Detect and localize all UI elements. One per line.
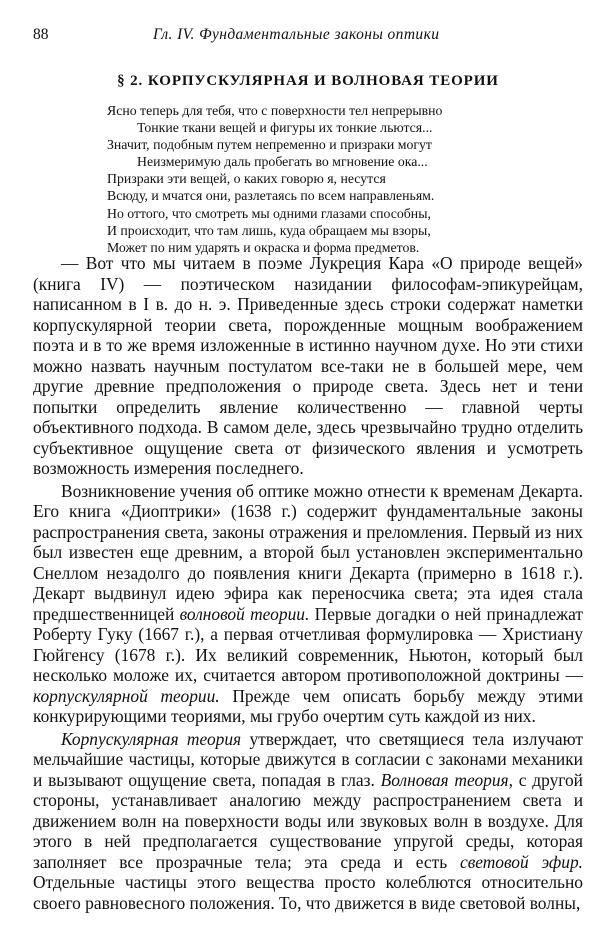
page-number: 88 — [33, 26, 49, 43]
paragraph-theories — [33, 729, 583, 914]
paragraph-text: с другой стороны, устанавливает аналогию между распространением света и движением волн на поверхности воды или звуковых волн в воздухе. Для этого в ней предполагается существование упругой среды, которая заполняет все прозрачные тела; эта среда и есть — [33, 769, 583, 872]
epigraph-line: Значит, подобным путем непременно и призраки могут — [107, 137, 432, 153]
paragraph-text: Отдельные частицы этого вещества просто колеблются относительно своего равновесного положения. То, что движется в виде световой волны, — [33, 872, 583, 913]
section-heading: § 2. КОРПУСКУЛЯРНАЯ И ВОЛНОВАЯ ТЕОРИИ — [117, 73, 499, 89]
emphasis-light-ether: световой эфир. — [459, 851, 584, 872]
running-head — [33, 26, 583, 48]
epigraph-line: Тонкие ткани вещей и фигуры их тонкие льются... — [137, 120, 433, 136]
paragraph-descartes — [33, 481, 583, 727]
emphasis-corpuscular-theory: корпускулярной теории. — [33, 685, 220, 706]
epigraph-line: Призраки эти вещей, о каких говорю я, несутся — [107, 171, 386, 187]
emphasis-wave-theory: Волновая теория, — [380, 769, 513, 790]
paragraph-text: утверждает, что светящиеся тела излучают мельчайшие частицы, которые движутся в согласии с законами механики и вызывают ощущение света, попадая в глаз. — [33, 728, 584, 790]
paragraph-lucretius — [33, 253, 583, 479]
epigraph-line: Ясно теперь для тебя, что с поверхности тел непрерывно — [107, 103, 443, 118]
emphasis-corpuscular-theory: Корпускулярная теория — [61, 728, 242, 749]
epigraph-line: Неизмеримую даль пробегать во мгновение ока... — [137, 154, 428, 170]
epigraph-line: Может по ним ударять и окраска и форма предметов. — [107, 239, 420, 255]
paragraph-text: Возникновение учения об оптике можно отнести к временам Декарта. Его книга «Диоптрики» (1638 г.) содержит фундаментальные законы распространения света, законы отражения и преломления. Первый из них был известен еще древним, а второй был установлен экспериментально Снеллом незадолго до появления книги Декарта (примерно в 1618 г.). Декарт выдвинул идею эфира как переносчика света; эта идея стала предшественницей — [33, 480, 583, 624]
running-title: Гл. IV. Фундаментальные законы оптики — [153, 26, 440, 43]
body-text — [33, 253, 583, 913]
paragraph-text: Первые догадки о ней принадлежат Роберту Гуку (1667 г.), а первая отчетливая формулировка — Христиану Гюйгенсу (1678 г.). Их великий современник, Ньютон, который был несколько моложе их, считается автором противоположной доктрины — — [33, 603, 583, 685]
epigraph-poem — [107, 102, 507, 256]
epigraph-line: И происходит, что там лишь, куда обращаем мы взоры, — [107, 222, 431, 238]
paragraph-text: — Вот что мы читаем в поэме Лукреция Кара «О природе вещей» (книга IV) — поэтическом назидании философам-эпикурейцам, написанном в I в. до н. э. Приведенные здесь строки содержат наметки корпускулярной теории света, порожденные мощным воображением поэта и в то же время изложенные в истинно научном духе. Но эти стихи можно назвать научным постулатом все-таки не в большей мере, чем другие древние предположения о природе света. Здесь нет и тени попытки определить явление количественно — главной черты объективного подхода. В самом деле, здесь чрезвычайно трудно отделить субъективное ощущение света от физического явления и усмотреть возможность измерения последнего. — [33, 253, 583, 478]
epigraph-line: Всюду, и мчатся они, разлетаясь по всем направленьям. — [107, 188, 435, 204]
paragraph-text: Прежде чем описать борьбу между этими конкурирующими теориями, мы грубо очертим суть каждой из них. — [33, 685, 583, 726]
emphasis-wave-theory: волновой теории. — [179, 603, 310, 624]
epigraph-line: Но оттого, что смотреть мы одними глазами способны, — [107, 205, 431, 221]
